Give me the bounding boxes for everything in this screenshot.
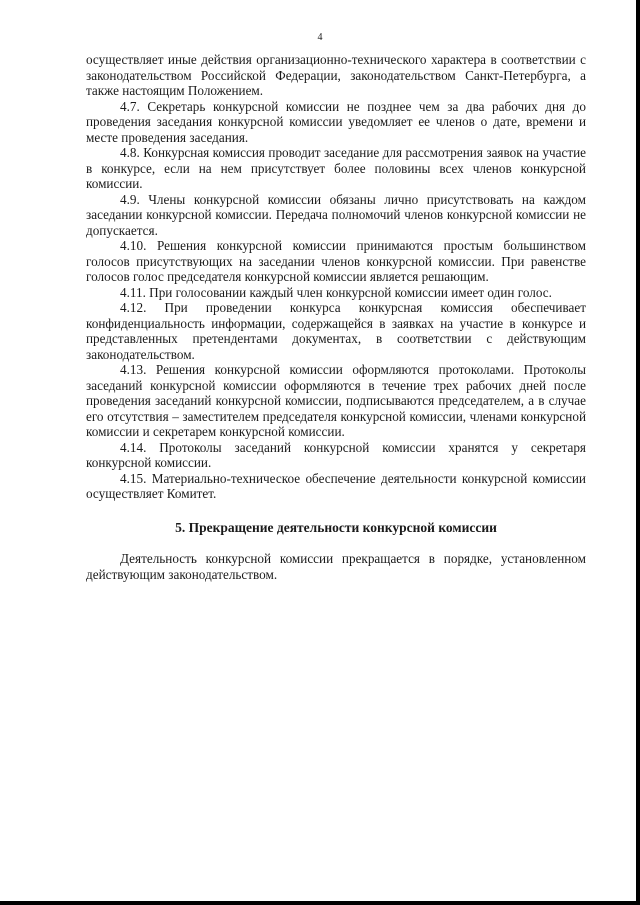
- section-heading: 5. Прекращение деятельности конкурсной комиссии: [175, 519, 497, 535]
- paragraph-4-14: 4.14. Протоколы заседаний конкурсной комиссии хранятся у секретаря конкурсной комиссии.: [86, 439, 586, 470]
- scan-edge-right: [636, 0, 640, 905]
- page-number: 4: [317, 32, 323, 43]
- paragraph-4-9: 4.9. Члены конкурсной комиссии обязаны лично присутствовать на каждом заседании конкурсной комиссии. Передача полномочий членов конкурсной комиссии не допускается.: [86, 191, 586, 238]
- paragraph-4-15: 4.15. Материально-техническое обеспечение деятельности конкурсной комиссии осуществляет Комитет.: [86, 470, 586, 501]
- paragraph-4-11: 4.11. При голосовании каждый член конкурсной комиссии имеет один голос.: [120, 284, 552, 300]
- paragraph-4-7: 4.7. Секретарь конкурсной комиссии не позднее чем за два рабочих дня до проведения заседания конкурсной комиссии уведомляет ее членов о дате, времени и месте проведения заседания.: [86, 98, 586, 145]
- paragraph-4-8: 4.8. Конкурсная комиссия проводит заседание для рассмотрения заявок на участие в конкурсе, если на нем присутствует более половины всех членов конкурсной комиссии.: [86, 145, 586, 191]
- paragraph-4-13: 4.13. Решения конкурсной комиссии оформляются протоколами. Протоколы заседаний конкурсной комиссии оформляются в течение трех рабочих дней после проведения заседаний конкурсной комиссии, подписываются председателем, а в случае его отсутствия – заместителем председателя конкурсной комиссии, членами конкурсной комиссии и секретарем конкурсной комиссии.: [86, 362, 586, 439]
- paragraph-continuation: осуществляет иные действия организационно-технического характера в соответствии с законодательством Российской Федерации, законодательством Санкт-Петербурга, а также настоящим Положением.: [86, 52, 586, 98]
- scan-edge-bottom: [0, 901, 640, 905]
- paragraph-4-10: 4.10. Решения конкурсной комиссии принимаются простым большинством голосов присутствующих на заседании членов конкурсной комиссии. При равенстве голосов голос председателя конкурсной комиссии является решающим.: [86, 238, 586, 284]
- document-body: [86, 52, 586, 582]
- paragraph-4-12: 4.12. При проведении конкурса конкурсная комиссия обеспечивает конфиденциальность информации, содержащейся в заявках на участие в конкурсе и представленных претендентами документах, в соответствии с действующим законодательством.: [86, 300, 586, 362]
- paragraph-final: Деятельность конкурсной комиссии прекращается в порядке, установленном действующим законодательством.: [86, 551, 586, 582]
